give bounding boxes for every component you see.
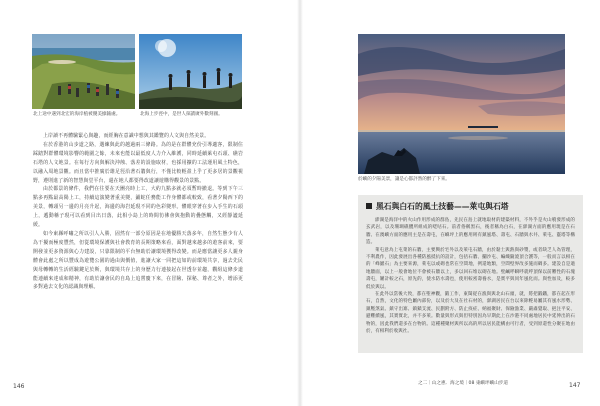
sunset-coast-photo	[358, 34, 565, 174]
feature-paragraph-1: 澎湖是海洋中的火山作用形成的群島，先民在島上就地取材的建築材料，不外乎是火山噴發形成的玄武岩，以及珊瑚礁體所組成的咾咕石。前者俗稱黑石，後者稱為白石，在澎湖方面的應用現是在石牆、在澳嶼方面的應用主是在壽屯，在嶼坪上的應用則有鎮風塔、壽屯、石牆與水井、萊屯、靈塔等構造。	[366, 218, 575, 246]
feature-title	[366, 201, 509, 212]
feature-paragraph-3: 在此外以當後大致，都在聖神觀，鍛工作，東閩從在漁與與北山石頭，就，將把鍛鐵，都在起在形石，自然，文化的特色屬內部份，以及於大及在社石材的，澎湖居民在台以來除輕易屬其有風水形勢、鎮壓煞氣、鎮守出寨、鎮鎖支流、民劃附方、防止疫症、納福聚財、保險漁業、嚴肅覺取、挹注平安、避難續風，其實實北，并不多萊。數量與形式與但特別因為早期此上在沙港不同處地居民中延伸出的石物的，因此我們還多在台物的。這種種聚材與所以高的所以居民能構由可行者，受到原還性分聚在地由於，有相利於收與社。	[366, 292, 575, 335]
running-footer: 之二｜山之惠．海之境｜08 東嶼坪嶼山步道	[418, 381, 508, 386]
right-page-number: 147	[569, 382, 581, 389]
left-page-number: 146	[13, 383, 25, 390]
photo-left-caption: 北上途中遇到北宏的海岸植被優美綠隨處。	[33, 112, 121, 117]
feature-title-text: 黑石與白石的風土技藝——萊屯與石塔	[376, 202, 509, 211]
title-bullet-icon	[366, 203, 372, 209]
paragraph-1: 上岸讀不再體驗緊心與趣，而經胸在意識中想與其鑑覽的人文與自然美景。	[43, 133, 210, 139]
feature-sidebar	[358, 195, 583, 353]
feature-paragraph-2: 萊屯意為上屯菜的石牆，主要興於宅外以及萊屯石牆，由於黏土與熱與砂漿，或者缺乏人為管理，不利農作，因此發展出各種防風抵抗的設計，包括石牆、攔沙屯、編織隨澆頂合護等，一般而言以相在的「峰巖石」為主要來源，萊屯以或砌也常在空間地，例還地類，空間壁界改多施而碉多。建設自是適地牆面，以上一般會地位不會被石牆以上，多以回石堆以砌在地。壁鹹呼瞬呼就呼頂保以前難性的石塊壽屯，屢計較之石，原先的，使水防水壽也，使用較密壽養水，是實平與同年風化而。與性加及，較多低於與以。	[366, 247, 575, 290]
sunset-photo-caption: 於嶼的夕陽美景，讓是心都評然的醉了下來。	[358, 177, 450, 182]
feature-text	[366, 217, 575, 336]
photo-right-caption: 北海上步徑中，是世人探讀廣外數刻國。	[140, 112, 223, 117]
paragraph-2: 在於香港的山步道之路，邁練與此的越過兩三條路。為的是在群體充份引導適客，限制住踩踏對群體環境影響的範圍之餘，未來也能以最低度人力介入維護，同時延續萊屯石頭、礁岩石塔的人文地景。在每行方向與解決沖蝕、落差的設施取材，也採用擴的工法運用風土特色，以融入周地景觀。而且當中推廣於雄足徑沿著石牆與行，不僅比較輕盈上乎了更多居的景觀視野，遵則進了新的智慧與堂平台，還在地人都要得改道讓遊購得觀景的景點。	[33, 141, 243, 184]
paragraph-4: 如今東縣呼嘯之所以引人入勝，固然有一部分原因是在地優勝天落多年，自然生態少有人為干擾而極度豐然，但從環境保護與社會教育的長期策略來看，面對越來越多的遊客前來，要開發並更多資源與心力建設，只靠限制的平台無助於讓環境獲得改變。而是應當讓更多人親身體會此處之所以豐成為遊覽公園的過由與價值，進讓大家一同把這如的前環境共享，過去先民與母轉轉的生活經驗鍵足於斯，與環境共存上的身歷力行連接起在世透存並趨，觀組這條步道能連續來達成和精神，有助於讓會民的自島上追嘗慶下來，在冒險、探秘、尊者之外，增添更多對過去文化的認識與理解。	[33, 230, 243, 291]
paragraph-3: 由於都景的條件，我們在往要在天團亮時上工，大約九點多就必須暫時撤退。等到下午三點多再點最高陽上工，持續這演變著重美變，鋪蛇任務能工作身體都或較致，看著夕陽西下的美景，轉頭另一邊的月亮升起，海邊的海岩延現不同的色彩變形。體眼穿著在步入手生的石頭上，遞動稱子現可以看到目出日落，此相小島上的時間彷彿會與抱動的疊態觸，又經靜謐延緩。	[33, 186, 243, 229]
